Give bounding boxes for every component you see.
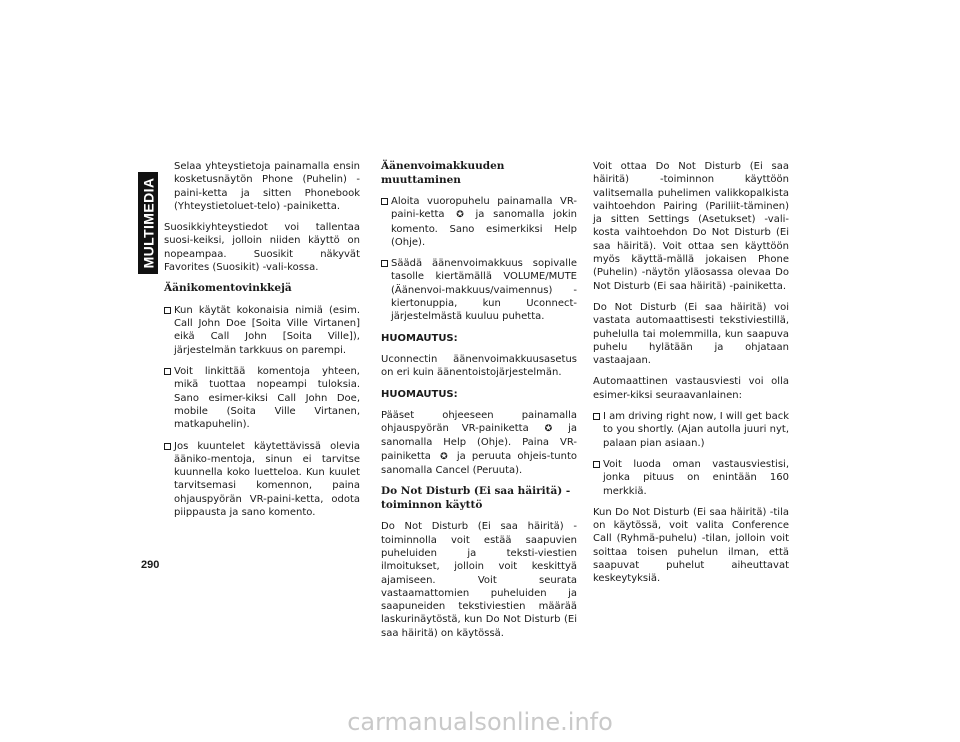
column-1: [164, 160, 360, 527]
paragraph-phonebook: Selaa yhteystietoja painamalla ensin kosketusnäytön Phone (Puhelin) -paini-ketta ja sitten Phonebook (Yhteystietoluet-telo) -painiketta.: [174, 161, 360, 212]
paragraph-conference-call: Kun Do Not Disturb (Ei saa häiritä) -tila on käytössä, voit valita Conference Call (Ryhmä-puhelu) -tilan, jolloin voit soittaa toisen puhelun ilman, että saapuvat puhelut aiheuttavat keskeytyksiä.: [593, 506, 789, 585]
list-item: Jos kuuntelet käytettävissä olevia ääniko-mentoja, sinun ei tarvitse kuunnella koko luetteloa. Kun kuulet tarvitsemasi komennon, paina ohjauspyörän VR-paini-ketta, odota piippausta ja sano komento.: [164, 440, 360, 520]
list-item: Voit luoda oman vastausviestisi, jonka pituus on enintään 160 merkkiä.: [593, 458, 789, 498]
paragraph-autoreply-example: Automaattinen vastausviesti voi olla esimer-kiksi seuraavanlainen:: [593, 376, 789, 401]
volume-list: [381, 195, 577, 324]
vr-button-icon: ✪: [544, 424, 553, 435]
note-label: HUOMAUTUS:: [381, 388, 458, 400]
paragraph-dnd-autoreply: Do Not Disturb (Ei saa häiritä) voi vastata automaattisesti tekstiviestillä, puhelulla tai molemmilla, kun saapuva puhelu hylätään ja ohjataan vastaajaan.: [593, 301, 789, 367]
paragraph-favorites: Suosikkiyhteystiedot voi tallentaa suosi-keiksi, jolloin niiden käyttö on nopeampaa. Suosikit näkyvät Favorites (Suosikit) -vali-kossa.: [164, 222, 360, 274]
vr-button-icon: ✪: [440, 451, 448, 462]
note-text: Pääset ohjeeseen painamalla ohjauspyörän VR-painiketta ✪ ja sanomalla Help (Ohje). Paina VR-painiketta ✪ ja peruuta ohjeis-tunto sanomalla Cancel (Peruuta).: [381, 409, 578, 477]
list-item: Aloita vuoropuhelu painamalla VR-paini-ketta ✪ ja sanomalla jokin komento. Sano esimerkiksi Help (Ohje).: [381, 195, 577, 249]
list-item: Säädä äänenvoimakkuus sopivalle tasolle kiertämällä VOLUME/MUTE (Äänenvoi-makkuus/vaimennus) -kiertonuppia, kun Uconnect-järjestelmästä kuuluu puhetta.: [381, 257, 577, 323]
paragraph-dnd: Do Not Disturb (Ei saa häiritä) -toiminnolla voit estää saapuvien puheluiden ja teksti-viestien ilmoitukset, jolloin voit keskittyä ajamiseen. Voit seurata vastaamattomien puheluiden ja saapuneiden tekstiviestien määrää laskurinäytöstä, kun Do Not Disturb (Ei saa häiritä) on käytössä.: [381, 521, 577, 639]
page-number: 290: [141, 559, 160, 571]
voice-tips-list: [164, 304, 360, 519]
heading-volume: Äänenvoimakkuuden muuttaminen: [381, 160, 505, 186]
heading-do-not-disturb: Do Not Disturb (Ei saa häiritä) -toiminnon käyttö: [381, 485, 571, 511]
section-tab: [138, 172, 158, 274]
note-label: HUOMAUTUS:: [381, 332, 458, 344]
note-text: Uconnectin äänenvoimakkuusasetus on eri kuin äänentoistojärjestelmän.: [381, 353, 577, 379]
paragraph-dnd-enable: Voit ottaa Do Not Disturb (Ei saa häiritä) -toiminnon käyttöön valitsemalla puhelimen valikkopalkista vaihtoehdon Pairing (Pariliit-täminen) ja sitten Settings (Asetukset) -vali-kosta vaihtoehdon Do Not Disturb (Ei saa häiritä). Voit ottaa sen käyttöön myös käyttä-mällä jokaisen Phone (Puhelin) -näytön yläosassa olevaa Do Not Disturb (Ei saa häiritä) -painiketta.: [593, 161, 789, 292]
heading-voice-tips: Äänikomentovinkkejä: [164, 282, 292, 295]
column-3: [593, 160, 789, 594]
vr-button-icon: ✪: [456, 210, 464, 221]
list-item: Kun käytät kokonaisia nimiä (esim. Call John Doe [Soita Ville Virtanen] eikä Call John [Soita Ville]), järjestelmän tarkkuus on parempi.: [164, 304, 360, 357]
column-2: [381, 160, 577, 648]
list-item: I am driving right now, I will get back to you shortly. (Ajan autolla juuri nyt, palaan pian asiaan.): [593, 410, 789, 450]
list-item: Voit linkittää komentoja yhteen, mikä tuottaa nopeampi tuloksia. Sano esimer-kiksi Call John Doe, mobile (Soita Ville Virtanen, matkapuhelin).: [164, 365, 360, 431]
section-tab-label: MULTIMEDIA: [140, 177, 156, 269]
watermark-text: carmanualsonline.info: [347, 708, 613, 736]
autoreply-list: [593, 410, 789, 498]
